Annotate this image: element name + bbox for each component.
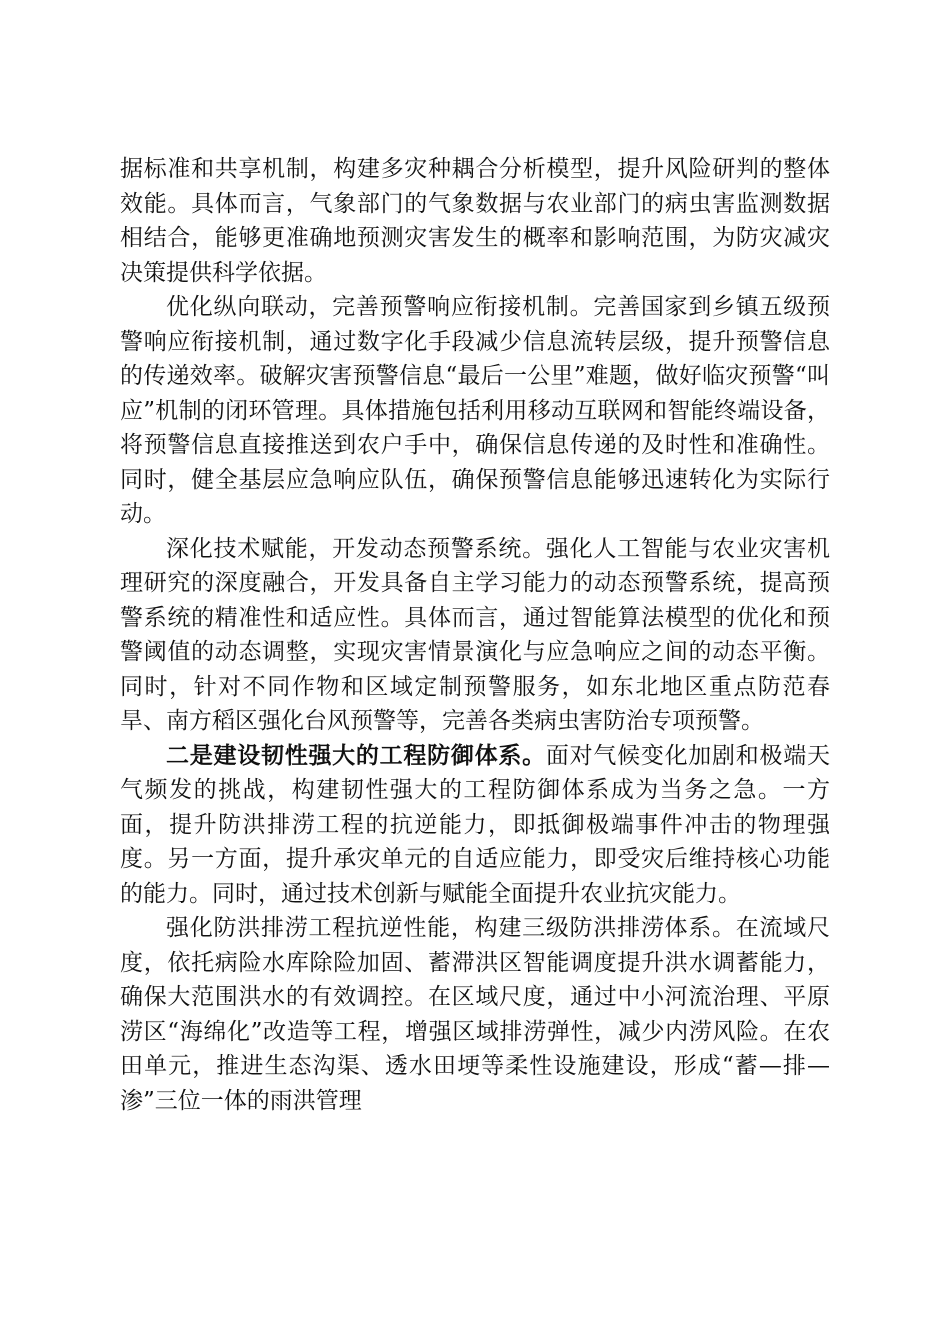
paragraph-continued <box>120 152 830 290</box>
paragraph-vertical-linkage <box>120 290 830 532</box>
paragraph-text: 据标准和共享机制，构建多灾种耦合分析模型，提升风险研判的整体效能。具体而言，气象部门的气象数据与农业部门的病虫害监测数据相结合，能够更准确地预测灾害发生的概率和影响范围，为防灾减灾决策提供科学依据。 <box>120 156 830 286</box>
paragraph-text: 优化纵向联动，完善预警响应衔接机制。完善国家到乡镇五级预警响应衔接机制，通过数字化手段减少信息流转层级，提升预警信息的传递效率。破解灾害预警信息“最后一公里”难题，做好临灾预警“叫应”机制的闭环管理。具体措施包括利用移动互联网和智能终端设备，将预警信息直接推送到农户手中，确保信息传递的及时性和准确性。同时，健全基层应急响应队伍，确保预警信息能够迅速转化为实际行动。 <box>120 294 830 527</box>
paragraph-technology-empowerment <box>120 532 830 739</box>
paragraph-flood-control <box>120 911 830 1118</box>
paragraph-text: 深化技术赋能，开发动态预警系统。强化人工智能与农业灾害机理研究的深度融合，开发具备自主学习能力的动态预警系统，提高预警系统的精准性和适应性。具体而言，通过智能算法模型的优化和预警阈值的动态调整，实现灾害情景演化与应急响应之间的动态平衡。同时，针对不同作物和区域定制预警服务，如东北地区重点防范春旱、南方稻区强化台风预警等，完善各类病虫害防治专项预警。 <box>120 535 830 734</box>
paragraph-text: 面对气候变化加剧和极端天气频发的挑战，构建韧性强大的工程防御体系成为当务之急。一方面，提升防洪排涝工程的抗逆能力，即抵御极端事件冲击的物理强度。另一方面，提升承灾单元的自适应能力，即受灾后维持核心功能的能力。同时，通过技术创新与赋能全面提升农业抗灾能力。 <box>120 742 831 907</box>
paragraph-engineering-defense <box>120 739 830 912</box>
section-heading-lead: 二是建设韧性强大的工程防御体系。 <box>166 741 546 769</box>
paragraph-text: 强化防洪排涝工程抗逆性能，构建三级防洪排涝体系。在流域尺度，依托病险水库除险加固、蓄滞洪区智能调度提升洪水调蓄能力，确保大范围洪水的有效调控。在区域尺度，通过中小河流治理、平原涝区“海绵化”改造等工程，增强区域排涝弹性，减少内涝风险。在农田单元，推进生态沟渠、透水田埂等柔性设施建设，形成“蓄—排—渗”三位一体的雨洪管理 <box>120 915 830 1114</box>
document-body <box>120 152 830 1118</box>
